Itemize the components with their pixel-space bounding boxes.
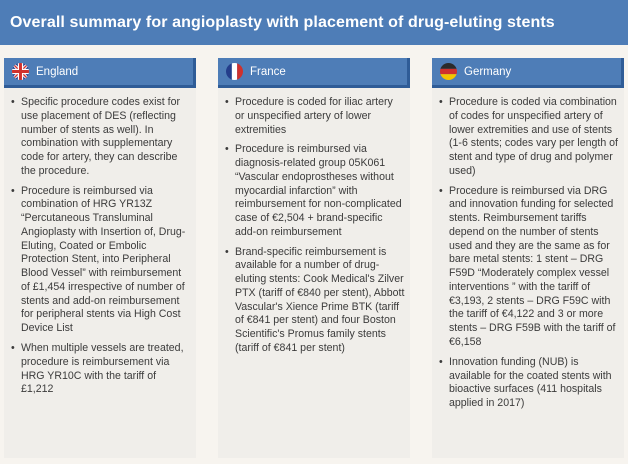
column-germany	[432, 58, 624, 458]
bullet-list-germany	[438, 96, 619, 411]
column-body-france	[218, 88, 410, 458]
page-title-bar	[0, 0, 628, 45]
bullet-item: • Procedure is coded for iliac artery or unspecified artery of lower extremities	[224, 96, 405, 137]
bullet-item: • Procedure is reimbursed via combination of HRG YR13Z “Percutaneous Transluminal Angioplasty with Insertion of, Drug-Eluting, Coated or Embolic Protection Stent, into Peripheral Blood Vessel” with reimbursement of £1,454 irrespective of number of stents and add-on reimbursement for peripheral stents via High Cost Device List	[10, 185, 191, 336]
bullet-item: • Procedure is reimbursed via DRG and innovation funding for selected stents. Reimbursement tariffs depend on the number of stents used and they are the same as for bare metal stents: 1 stent – DRG F59D “Moderately complex vessel interventions ” with the tariff of €3,193, 2 stents – DRG F59C with the tariff of €4,122 and 3 or more stents – DRG F59B with the tariff of €6,158	[438, 185, 619, 350]
column-title-germany: Germany	[464, 65, 512, 78]
country-columns	[4, 58, 624, 458]
column-title-france: France	[250, 65, 286, 78]
bullet-item: • When multiple vessels are treated, procedure is reimbursement via HRG YR10C with the tariff of £1,212	[10, 342, 191, 397]
uk-flag-icon	[12, 63, 29, 80]
column-body-germany	[432, 88, 624, 458]
column-header-france	[218, 58, 410, 88]
column-header-england	[4, 58, 196, 88]
bullet-item: • Procedure is reimbursed via diagnosis-related group 05K061 “Vascular endoprostheses without myocardial infarction” with reimbursement for non-complicated case of €2,504 + brand-specific add-on reimbursement	[224, 143, 405, 239]
bullet-item: • Innovation funding (NUB) is available for the coated stents with bioactive surfaces (411 hospitals applied in 2017)	[438, 356, 619, 411]
column-body-england	[4, 88, 196, 458]
bullet-item: • Procedure is coded via combination of codes for unspecified artery of lower extremities and use of stents (1-6 stents; codes vary per length of stent and type of drug and polymer used)	[438, 96, 619, 179]
bullet-list-england	[10, 96, 191, 397]
column-header-germany	[432, 58, 624, 88]
column-england	[4, 58, 196, 458]
column-title-england: England	[36, 65, 79, 78]
page-title: Overall summary for angioplasty with placement of drug-eluting stents	[10, 13, 555, 31]
france-flag-icon	[226, 63, 243, 80]
bullet-item: • Specific procedure codes exist for use placement of DES (reflecting number of stents as well). In combination with supplementary code for artery, they can describe the procedure.	[10, 96, 191, 179]
germany-flag-icon	[440, 63, 457, 80]
bullet-list-france	[224, 96, 405, 356]
bullet-item: • Brand-specific reimbursement is available for a number of drug-eluting stents: Cook Medical's Zilver PTX (tariff of €840 per stent), Abbott Vascular's Xience Prime BTK (tariff of €841 per stent) and four Boston Scientific's Promus family stents (tariff of €841 per stent)	[224, 246, 405, 356]
column-france	[218, 58, 410, 458]
